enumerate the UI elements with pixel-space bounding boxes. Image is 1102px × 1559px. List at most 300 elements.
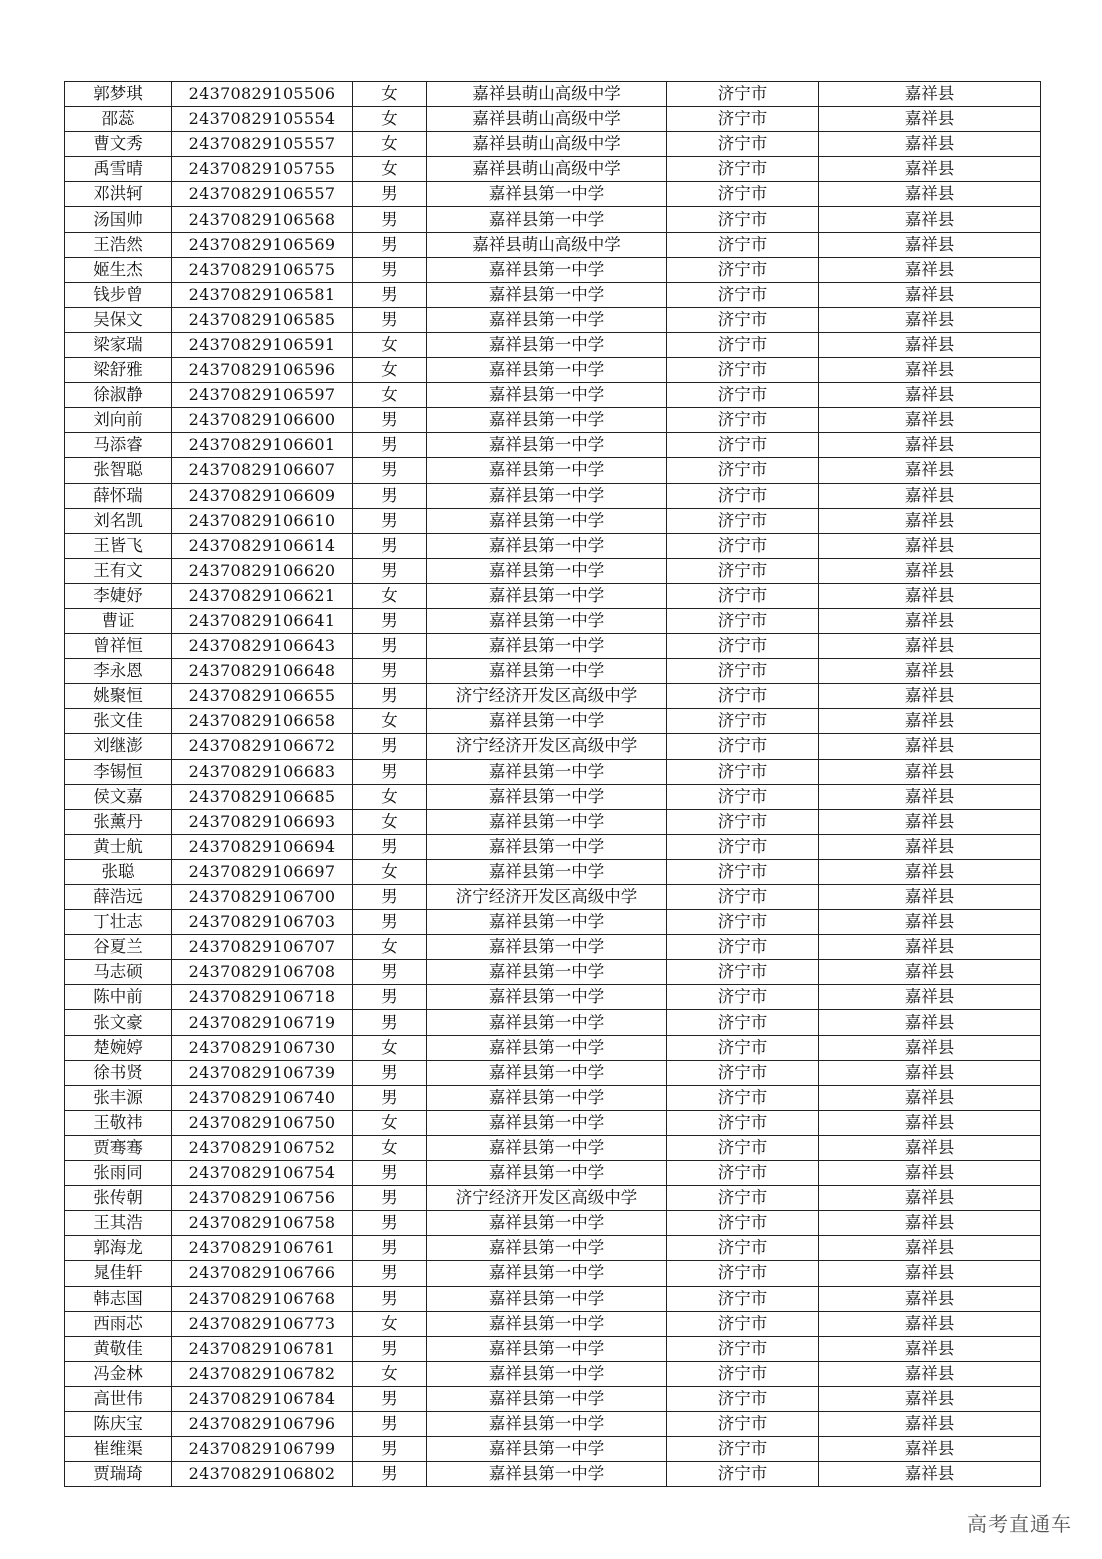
name-cell: 禹雪晴 — [65, 157, 172, 182]
name-cell: 薛怀瑞 — [65, 483, 172, 508]
school-cell: 嘉祥县第一中学 — [427, 1085, 667, 1110]
table-row — [65, 834, 1041, 859]
county-cell: 嘉祥县 — [819, 634, 1041, 659]
county-cell: 嘉祥县 — [819, 1311, 1041, 1336]
exam-id-cell: 24370829105554 — [172, 107, 353, 132]
city-cell: 济宁市 — [667, 960, 819, 985]
county-cell: 嘉祥县 — [819, 659, 1041, 684]
name-cell: 姬生杰 — [65, 257, 172, 282]
county-cell: 嘉祥县 — [819, 1010, 1041, 1035]
name-cell: 侯文嘉 — [65, 784, 172, 809]
school-cell: 嘉祥县第一中学 — [427, 1261, 667, 1286]
county-cell: 嘉祥县 — [819, 1085, 1041, 1110]
name-cell: 张丰源 — [65, 1085, 172, 1110]
school-cell: 嘉祥县第一中学 — [427, 1361, 667, 1386]
table-row — [65, 433, 1041, 458]
table-row — [65, 1211, 1041, 1236]
school-cell: 嘉祥县第一中学 — [427, 383, 667, 408]
name-cell: 张薰丹 — [65, 809, 172, 834]
gender-cell: 男 — [353, 960, 427, 985]
city-cell: 济宁市 — [667, 1161, 819, 1186]
name-cell: 冯金林 — [65, 1361, 172, 1386]
name-cell: 张文豪 — [65, 1010, 172, 1035]
city-cell: 济宁市 — [667, 784, 819, 809]
county-cell: 嘉祥县 — [819, 1336, 1041, 1361]
exam-id-cell: 24370829106569 — [172, 232, 353, 257]
city-cell: 济宁市 — [667, 533, 819, 558]
county-cell: 嘉祥县 — [819, 182, 1041, 207]
table-row — [65, 759, 1041, 784]
exam-id-cell: 24370829106697 — [172, 859, 353, 884]
gender-cell: 男 — [353, 282, 427, 307]
name-cell: 邵蕊 — [65, 107, 172, 132]
city-cell: 济宁市 — [667, 1311, 819, 1336]
name-cell: 曹文秀 — [65, 132, 172, 157]
gender-cell: 男 — [353, 1462, 427, 1487]
gender-cell: 男 — [353, 1236, 427, 1261]
city-cell: 济宁市 — [667, 458, 819, 483]
name-cell: 马志硕 — [65, 960, 172, 985]
gender-cell: 男 — [353, 1060, 427, 1085]
gender-cell: 女 — [353, 859, 427, 884]
exam-id-cell: 24370829105557 — [172, 132, 353, 157]
gender-cell: 女 — [353, 709, 427, 734]
exam-id-cell: 24370829106655 — [172, 684, 353, 709]
county-cell: 嘉祥县 — [819, 1135, 1041, 1160]
table-row — [65, 332, 1041, 357]
city-cell: 济宁市 — [667, 1110, 819, 1135]
county-cell: 嘉祥县 — [819, 684, 1041, 709]
name-cell: 高世伟 — [65, 1386, 172, 1411]
table-row — [65, 709, 1041, 734]
table-row — [65, 157, 1041, 182]
county-cell: 嘉祥县 — [819, 885, 1041, 910]
exam-id-cell: 24370829105506 — [172, 82, 353, 107]
exam-id-cell: 24370829106607 — [172, 458, 353, 483]
gender-cell: 女 — [353, 935, 427, 960]
county-cell: 嘉祥县 — [819, 107, 1041, 132]
county-cell: 嘉祥县 — [819, 533, 1041, 558]
gender-cell: 女 — [353, 784, 427, 809]
school-cell: 嘉祥县第一中学 — [427, 809, 667, 834]
table-row — [65, 659, 1041, 684]
gender-cell: 男 — [353, 1286, 427, 1311]
school-cell: 嘉祥县第一中学 — [427, 583, 667, 608]
exam-id-cell: 24370829106600 — [172, 408, 353, 433]
name-cell: 徐淑静 — [65, 383, 172, 408]
exam-id-cell: 24370829106591 — [172, 332, 353, 357]
school-cell: 嘉祥县第一中学 — [427, 282, 667, 307]
school-cell: 嘉祥县第一中学 — [427, 910, 667, 935]
gender-cell: 女 — [353, 1110, 427, 1135]
table-row — [65, 558, 1041, 583]
school-cell: 嘉祥县第一中学 — [427, 1060, 667, 1085]
school-cell: 嘉祥县第一中学 — [427, 1386, 667, 1411]
county-cell: 嘉祥县 — [819, 232, 1041, 257]
name-cell: 崔维渠 — [65, 1437, 172, 1462]
student-list-table — [64, 81, 1041, 1487]
name-cell: 薛浩远 — [65, 885, 172, 910]
school-cell: 嘉祥县萌山高级中学 — [427, 157, 667, 182]
school-cell: 嘉祥县第一中学 — [427, 1135, 667, 1160]
gender-cell: 女 — [353, 358, 427, 383]
table-row — [65, 1311, 1041, 1336]
table-row — [65, 458, 1041, 483]
name-cell: 刘继澎 — [65, 734, 172, 759]
exam-id-cell: 24370829106773 — [172, 1311, 353, 1336]
city-cell: 济宁市 — [667, 508, 819, 533]
gender-cell: 男 — [353, 734, 427, 759]
gender-cell: 女 — [353, 1311, 427, 1336]
name-cell: 张雨同 — [65, 1161, 172, 1186]
school-cell: 济宁经济开发区高级中学 — [427, 734, 667, 759]
exam-id-cell: 24370829106708 — [172, 960, 353, 985]
exam-id-cell: 24370829106750 — [172, 1110, 353, 1135]
watermark-text: 高考直通车 — [967, 1512, 1072, 1536]
table-row — [65, 307, 1041, 332]
city-cell: 济宁市 — [667, 1211, 819, 1236]
name-cell: 梁舒雅 — [65, 358, 172, 383]
city-cell: 济宁市 — [667, 1261, 819, 1286]
gender-cell: 男 — [353, 1161, 427, 1186]
county-cell: 嘉祥县 — [819, 759, 1041, 784]
exam-id-cell: 24370829106766 — [172, 1261, 353, 1286]
name-cell: 楚婉婷 — [65, 1035, 172, 1060]
name-cell: 马添睿 — [65, 433, 172, 458]
exam-id-cell: 24370829106597 — [172, 383, 353, 408]
city-cell: 济宁市 — [667, 307, 819, 332]
school-cell: 嘉祥县第一中学 — [427, 1437, 667, 1462]
county-cell: 嘉祥县 — [819, 358, 1041, 383]
city-cell: 济宁市 — [667, 1411, 819, 1436]
table-row — [65, 1035, 1041, 1060]
table-row — [65, 985, 1041, 1010]
name-cell: 郭海龙 — [65, 1236, 172, 1261]
school-cell: 嘉祥县第一中学 — [427, 1161, 667, 1186]
school-cell: 济宁经济开发区高级中学 — [427, 684, 667, 709]
name-cell: 王浩然 — [65, 232, 172, 257]
gender-cell: 男 — [353, 885, 427, 910]
exam-id-cell: 24370829106641 — [172, 608, 353, 633]
school-cell: 嘉祥县第一中学 — [427, 960, 667, 985]
gender-cell: 男 — [353, 433, 427, 458]
exam-id-cell: 24370829106683 — [172, 759, 353, 784]
exam-id-cell: 24370829106700 — [172, 885, 353, 910]
school-cell: 嘉祥县第一中学 — [427, 1035, 667, 1060]
city-cell: 济宁市 — [667, 332, 819, 357]
county-cell: 嘉祥县 — [819, 483, 1041, 508]
county-cell: 嘉祥县 — [819, 734, 1041, 759]
exam-id-cell: 24370829106568 — [172, 207, 353, 232]
city-cell: 济宁市 — [667, 910, 819, 935]
school-cell: 嘉祥县萌山高级中学 — [427, 132, 667, 157]
county-cell: 嘉祥县 — [819, 1462, 1041, 1487]
gender-cell: 男 — [353, 1336, 427, 1361]
name-cell: 张文佳 — [65, 709, 172, 734]
table-row — [65, 1462, 1041, 1487]
gender-cell: 男 — [353, 985, 427, 1010]
exam-id-cell: 24370829106557 — [172, 182, 353, 207]
gender-cell: 男 — [353, 458, 427, 483]
school-cell: 嘉祥县第一中学 — [427, 182, 667, 207]
name-cell: 王有文 — [65, 558, 172, 583]
gender-cell: 男 — [353, 1186, 427, 1211]
school-cell: 嘉祥县第一中学 — [427, 508, 667, 533]
exam-id-cell: 24370829106799 — [172, 1437, 353, 1462]
county-cell: 嘉祥县 — [819, 1035, 1041, 1060]
city-cell: 济宁市 — [667, 985, 819, 1010]
name-cell: 贾瑞琦 — [65, 1462, 172, 1487]
table-row — [65, 282, 1041, 307]
gender-cell: 女 — [353, 1361, 427, 1386]
name-cell: 汤国帅 — [65, 207, 172, 232]
name-cell: 吴保文 — [65, 307, 172, 332]
school-cell: 嘉祥县第一中学 — [427, 1311, 667, 1336]
table-row — [65, 82, 1041, 107]
table-row — [65, 583, 1041, 608]
school-cell: 嘉祥县第一中学 — [427, 207, 667, 232]
city-cell: 济宁市 — [667, 157, 819, 182]
exam-id-cell: 24370829106621 — [172, 583, 353, 608]
school-cell: 嘉祥县第一中学 — [427, 558, 667, 583]
city-cell: 济宁市 — [667, 885, 819, 910]
city-cell: 济宁市 — [667, 834, 819, 859]
exam-id-cell: 24370829106754 — [172, 1161, 353, 1186]
county-cell: 嘉祥县 — [819, 383, 1041, 408]
school-cell: 嘉祥县第一中学 — [427, 533, 667, 558]
exam-id-cell: 24370829106581 — [172, 282, 353, 307]
exam-id-cell: 24370829106643 — [172, 634, 353, 659]
table-row — [65, 684, 1041, 709]
name-cell: 晁佳轩 — [65, 1261, 172, 1286]
gender-cell: 男 — [353, 759, 427, 784]
school-cell: 嘉祥县第一中学 — [427, 1236, 667, 1261]
name-cell: 郭梦琪 — [65, 82, 172, 107]
city-cell: 济宁市 — [667, 257, 819, 282]
table-row — [65, 734, 1041, 759]
gender-cell: 男 — [353, 608, 427, 633]
table-row — [65, 207, 1041, 232]
name-cell: 李婕妤 — [65, 583, 172, 608]
exam-id-cell: 24370829106601 — [172, 433, 353, 458]
gender-cell: 男 — [353, 659, 427, 684]
exam-id-cell: 24370829106596 — [172, 358, 353, 383]
school-cell: 嘉祥县第一中学 — [427, 634, 667, 659]
gender-cell: 女 — [353, 1035, 427, 1060]
city-cell: 济宁市 — [667, 608, 819, 633]
name-cell: 陈庆宝 — [65, 1411, 172, 1436]
gender-cell: 男 — [353, 910, 427, 935]
exam-id-cell: 24370829106585 — [172, 307, 353, 332]
table-row — [65, 358, 1041, 383]
table-row — [65, 1060, 1041, 1085]
city-cell: 济宁市 — [667, 1437, 819, 1462]
table-row — [65, 1161, 1041, 1186]
school-cell: 嘉祥县第一中学 — [427, 307, 667, 332]
exam-id-cell: 24370829106575 — [172, 257, 353, 282]
table-row — [65, 533, 1041, 558]
name-cell: 刘向前 — [65, 408, 172, 433]
gender-cell: 男 — [353, 1085, 427, 1110]
county-cell: 嘉祥县 — [819, 1411, 1041, 1436]
exam-id-cell: 24370829106756 — [172, 1186, 353, 1211]
county-cell: 嘉祥县 — [819, 985, 1041, 1010]
exam-id-cell: 24370829106768 — [172, 1286, 353, 1311]
exam-id-cell: 24370829106740 — [172, 1085, 353, 1110]
exam-id-cell: 24370829106703 — [172, 910, 353, 935]
school-cell: 嘉祥县第一中学 — [427, 332, 667, 357]
city-cell: 济宁市 — [667, 1462, 819, 1487]
name-cell: 王皆飞 — [65, 533, 172, 558]
city-cell: 济宁市 — [667, 232, 819, 257]
county-cell: 嘉祥县 — [819, 1437, 1041, 1462]
name-cell: 丁壮志 — [65, 910, 172, 935]
county-cell: 嘉祥县 — [819, 1060, 1041, 1085]
gender-cell: 女 — [353, 332, 427, 357]
exam-id-cell: 24370829106685 — [172, 784, 353, 809]
county-cell: 嘉祥县 — [819, 433, 1041, 458]
exam-id-cell: 24370829106761 — [172, 1236, 353, 1261]
county-cell: 嘉祥县 — [819, 508, 1041, 533]
county-cell: 嘉祥县 — [819, 207, 1041, 232]
table-row — [65, 383, 1041, 408]
city-cell: 济宁市 — [667, 684, 819, 709]
exam-id-cell: 24370829106614 — [172, 533, 353, 558]
gender-cell: 男 — [353, 1010, 427, 1035]
county-cell: 嘉祥县 — [819, 910, 1041, 935]
school-cell: 嘉祥县第一中学 — [427, 358, 667, 383]
exam-id-cell: 24370829106802 — [172, 1462, 353, 1487]
county-cell: 嘉祥县 — [819, 408, 1041, 433]
city-cell: 济宁市 — [667, 1135, 819, 1160]
school-cell: 济宁经济开发区高级中学 — [427, 1186, 667, 1211]
city-cell: 济宁市 — [667, 859, 819, 884]
city-cell: 济宁市 — [667, 408, 819, 433]
school-cell: 济宁经济开发区高级中学 — [427, 885, 667, 910]
name-cell: 张聪 — [65, 859, 172, 884]
county-cell: 嘉祥县 — [819, 307, 1041, 332]
name-cell: 韩志国 — [65, 1286, 172, 1311]
county-cell: 嘉祥县 — [819, 960, 1041, 985]
gender-cell: 男 — [353, 257, 427, 282]
table-row — [65, 408, 1041, 433]
school-cell: 嘉祥县第一中学 — [427, 1411, 667, 1436]
name-cell: 西雨芯 — [65, 1311, 172, 1336]
school-cell: 嘉祥县萌山高级中学 — [427, 107, 667, 132]
table-row — [65, 132, 1041, 157]
gender-cell: 男 — [353, 634, 427, 659]
county-cell: 嘉祥县 — [819, 709, 1041, 734]
city-cell: 济宁市 — [667, 82, 819, 107]
school-cell: 嘉祥县第一中学 — [427, 483, 667, 508]
school-cell: 嘉祥县第一中学 — [427, 608, 667, 633]
table-row — [65, 483, 1041, 508]
gender-cell: 男 — [353, 558, 427, 583]
city-cell: 济宁市 — [667, 358, 819, 383]
exam-id-cell: 24370829106758 — [172, 1211, 353, 1236]
exam-id-cell: 24370829106707 — [172, 935, 353, 960]
county-cell: 嘉祥县 — [819, 1236, 1041, 1261]
gender-cell: 女 — [353, 809, 427, 834]
school-cell: 嘉祥县第一中学 — [427, 985, 667, 1010]
county-cell: 嘉祥县 — [819, 132, 1041, 157]
county-cell: 嘉祥县 — [819, 608, 1041, 633]
city-cell: 济宁市 — [667, 709, 819, 734]
county-cell: 嘉祥县 — [819, 809, 1041, 834]
gender-cell: 女 — [353, 583, 427, 608]
name-cell: 贾骞骞 — [65, 1135, 172, 1160]
table-row — [65, 859, 1041, 884]
table-row — [65, 960, 1041, 985]
gender-cell: 男 — [353, 408, 427, 433]
school-cell: 嘉祥县第一中学 — [427, 1211, 667, 1236]
school-cell: 嘉祥县第一中学 — [427, 935, 667, 960]
name-cell: 黄敬佳 — [65, 1336, 172, 1361]
name-cell: 曹证 — [65, 608, 172, 633]
school-cell: 嘉祥县第一中学 — [427, 1336, 667, 1361]
table-row — [65, 1361, 1041, 1386]
school-cell: 嘉祥县第一中学 — [427, 1010, 667, 1035]
gender-cell: 女 — [353, 107, 427, 132]
county-cell: 嘉祥县 — [819, 1261, 1041, 1286]
city-cell: 济宁市 — [667, 935, 819, 960]
name-cell: 梁家瑞 — [65, 332, 172, 357]
name-cell: 徐书贤 — [65, 1060, 172, 1085]
school-cell: 嘉祥县第一中学 — [427, 784, 667, 809]
table-row — [65, 1110, 1041, 1135]
county-cell: 嘉祥县 — [819, 1286, 1041, 1311]
city-cell: 济宁市 — [667, 207, 819, 232]
name-cell: 李永恩 — [65, 659, 172, 684]
table-row — [65, 809, 1041, 834]
table-row — [65, 1261, 1041, 1286]
exam-id-cell: 24370829106719 — [172, 1010, 353, 1035]
school-cell: 嘉祥县第一中学 — [427, 257, 667, 282]
exam-id-cell: 24370829106610 — [172, 508, 353, 533]
table-row — [65, 1286, 1041, 1311]
city-cell: 济宁市 — [667, 107, 819, 132]
county-cell: 嘉祥县 — [819, 558, 1041, 583]
table-body — [65, 82, 1041, 1487]
name-cell: 黄士航 — [65, 834, 172, 859]
county-cell: 嘉祥县 — [819, 332, 1041, 357]
table-row — [65, 182, 1041, 207]
city-cell: 济宁市 — [667, 383, 819, 408]
name-cell: 姚聚恒 — [65, 684, 172, 709]
school-cell: 嘉祥县第一中学 — [427, 408, 667, 433]
county-cell: 嘉祥县 — [819, 82, 1041, 107]
exam-id-cell: 24370829106609 — [172, 483, 353, 508]
gender-cell: 男 — [353, 307, 427, 332]
table-row — [65, 257, 1041, 282]
county-cell: 嘉祥县 — [819, 1211, 1041, 1236]
city-cell: 济宁市 — [667, 1386, 819, 1411]
city-cell: 济宁市 — [667, 734, 819, 759]
school-cell: 嘉祥县第一中学 — [427, 1286, 667, 1311]
county-cell: 嘉祥县 — [819, 859, 1041, 884]
gender-cell: 男 — [353, 1437, 427, 1462]
name-cell: 钱步曾 — [65, 282, 172, 307]
city-cell: 济宁市 — [667, 1060, 819, 1085]
city-cell: 济宁市 — [667, 1361, 819, 1386]
county-cell: 嘉祥县 — [819, 583, 1041, 608]
city-cell: 济宁市 — [667, 132, 819, 157]
gender-cell: 男 — [353, 207, 427, 232]
county-cell: 嘉祥县 — [819, 935, 1041, 960]
gender-cell: 男 — [353, 1211, 427, 1236]
school-cell: 嘉祥县第一中学 — [427, 709, 667, 734]
gender-cell: 女 — [353, 1135, 427, 1160]
